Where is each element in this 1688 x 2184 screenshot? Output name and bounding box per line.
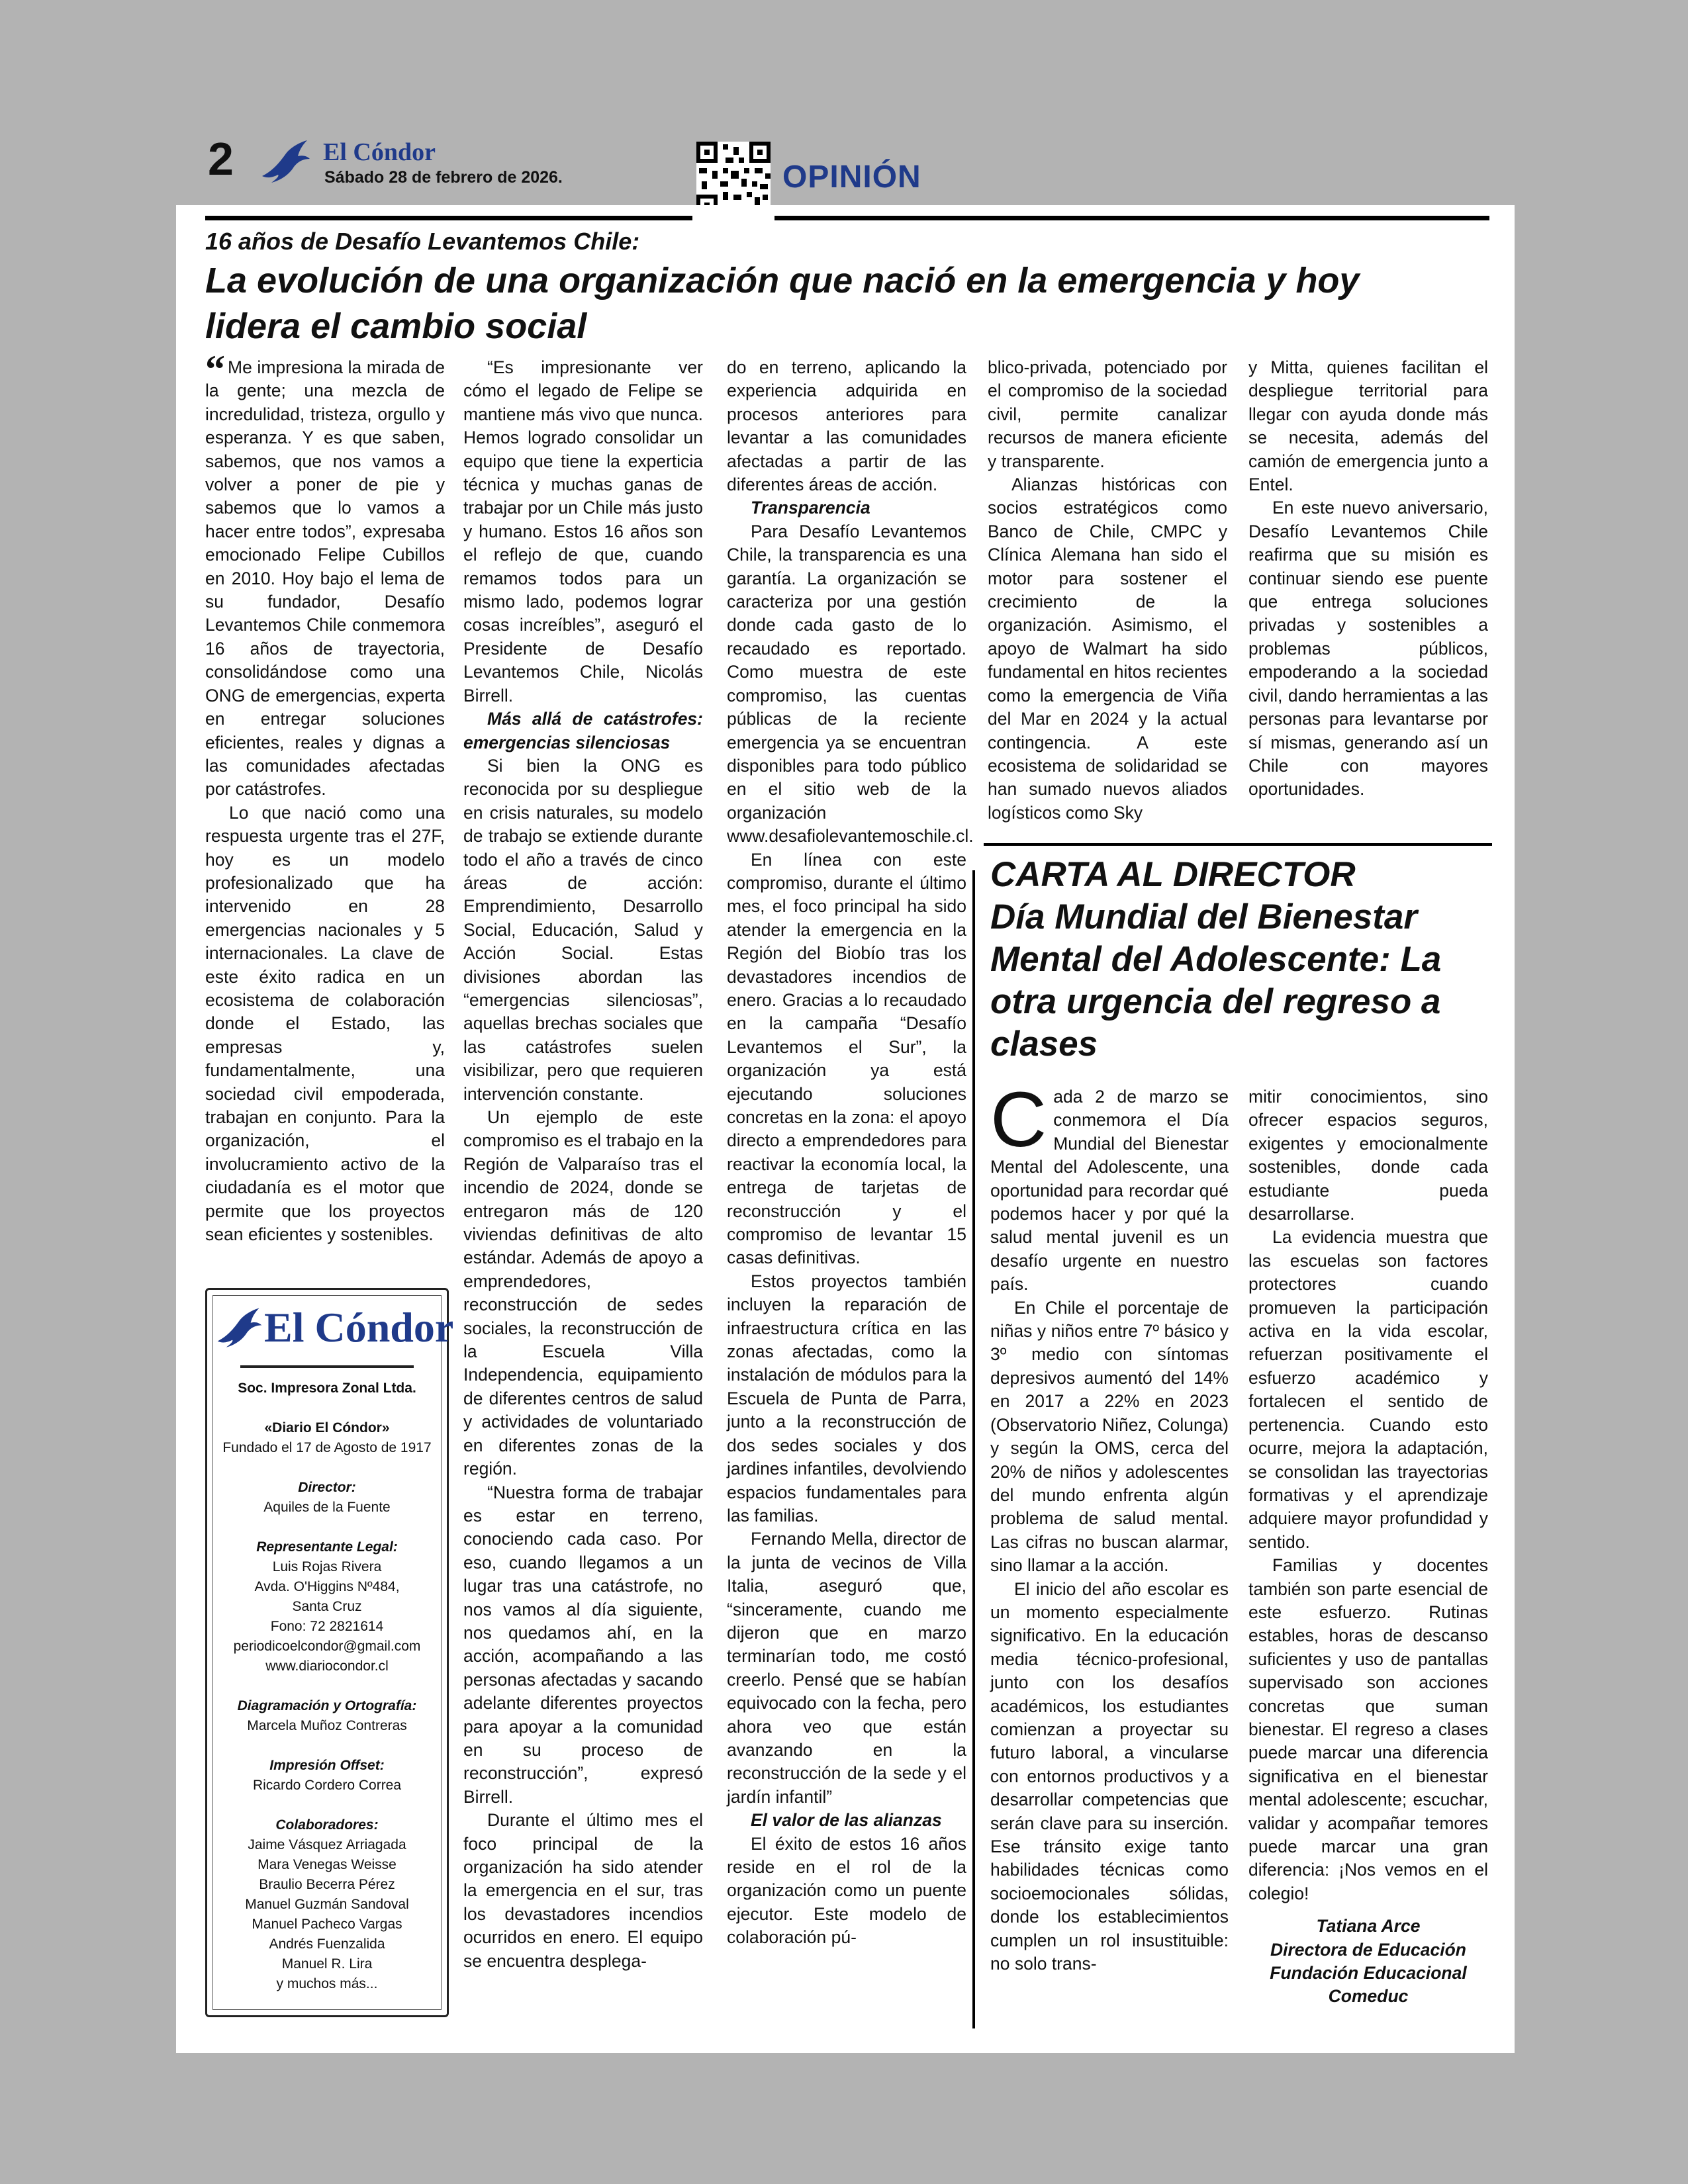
letter-signature — [1248, 1915, 1488, 2009]
collaborator: Mara Venegas Weisse — [258, 1857, 397, 1872]
subhead-transparencia: Transparencia — [751, 498, 870, 518]
director-name: Aquiles de la Fuente — [263, 1500, 391, 1515]
signature-org: Fundación Educacional — [1270, 1963, 1467, 1983]
paragraph: Me impresiona la mirada de la gente; una mezcla de incredulidad, tristeza, orgullo y esperanza. Y es que saben, sabemos, que nos vamos a volver a poner de pie y sabemos que lo vamos a hacer entre todos”, expresaba emocionado Felipe Cubillos en 2010. Hoy bajo el lema de su fundador, Desafío Levantemos Chile conmemora 16 años de trayectoria, consolidándose como una ONG de emergencias, experta en entregar soluciones eficientes, reales y dignas a las comunidades afectadas por catástrofes. — [205, 357, 445, 799]
page-sheet — [176, 205, 1515, 2053]
masthead-rule — [240, 1365, 414, 1368]
website-link[interactable]: www.diariocondor.cl — [265, 1659, 389, 1674]
article-column-4 — [988, 356, 1227, 825]
legal-line: Luis Rojas Rivera — [272, 1559, 382, 1574]
legal-line: Fono: 72 2821614 — [270, 1619, 384, 1634]
layout-label: Diagramación y Ortografía: — [237, 1698, 417, 1713]
paragraph: El éxito de estos 16 años reside en el rol de la organización como un puente ejecutor. Este modelo de colaboración pú- — [727, 1833, 966, 1948]
paragraph: “Es impresionante ver cómo el legado de Felipe se mantiene más vivo que nunca. Hemos logrado consolidar un equipo que tiene la experticia técnica y muchas ganas de trabajar por un Chile más justo y humano. Estos 16 años son el reflejo de que, cuando remamos todos para un mismo lado, podemos lograr cosas increíbles”, aseguró el Presidente de Desafío Levantemos Chile, Nicolás Birrell. — [463, 357, 703, 705]
paragraph: En línea con este compromiso, durante el último mes, el foco principal ha sido atender la emergencia en la Región del Biobío tras los devastadores incendios de enero. Gracias a lo recaudado en la campaña “Desafío Levantemos el Sur”, la organización ya está ejecutando soluciones concretas en la zona: el apoyo directo a emprendedores para reactivar la economía local, la entrega de tarjetas de reconstrucción y el compromiso de levantar 15 casas definitivas. — [727, 849, 966, 1268]
masthead-company: Soc. Impresora Zonal Ltda. — [238, 1381, 416, 1396]
newspaper-name: El Cóndor — [323, 138, 436, 166]
subhead-alianzas: El valor de las alianzas — [751, 1810, 942, 1831]
paragraph: ada 2 de marzo se conmemora el Día Mundial del Bienestar Mental del Adolescente, una oportunidad para recordar qué podemos hacer y por qué la salud mental juvenil es un desafío urgente en nuestro país. — [990, 1087, 1229, 1295]
legal-label: Representante Legal: — [256, 1539, 398, 1555]
paragraph: El inicio del año escolar es un momento especialmente significativo. En la educación media técnico-profesional, junto con los desafíos académicos, los estudiantes comienzan a proyectar su futuro laboral, a vincularse con entornos productivos y a desarrollar competencias que serán clave para su inserción. Ese tránsito exige tanto habilidades técnicas como socioemocionales sólidas, donde los establecimientos cumplen un rol insustituible: no solo trans- — [990, 1578, 1229, 1974]
paragraph: blico-privada, potenciado por el compromiso de la sociedad civil, permite canalizar recursos de manera eficiente y transparente. — [988, 357, 1227, 471]
paragraph: Si bien la ONG es reconocida por su despliegue en crisis naturales, su modelo de trabajo se extiende durante todo el año a través de cinco áreas de acción: Emprendimiento, Desarrollo Social, Educación, Salud y Acción Social. Estas divisiones abordan las “emergencias silenciosas”, aquellas brechas sociales que las catástrofes suelen visibilizar, pero que requieren intervención constante. — [463, 755, 703, 1104]
collaborator: Manuel Pacheco Vargas — [252, 1917, 402, 1932]
paragraph: Lo que nació como una respuesta urgente tras el 27F, hoy es un modelo profesionalizado que ha intervenido en 28 emergencias nacionales y 5 internacionales. La clave de este éxito radica en un ecosistema de colaboración donde el Estado, las empresas y, fundamentalmente, una sociedad civil empoderada, trabajan en conjunto. Para la organización, el involucramiento activo de la ciudadanía es el motor que permite que los proyectos sean eficientes y sostenibles. — [205, 802, 445, 1245]
masthead-box — [205, 1288, 454, 2017]
letter-heading — [990, 854, 1493, 1066]
article-column-5 — [1248, 356, 1488, 801]
article-column-1 — [205, 347, 445, 1246]
paragraph: Familias y docentes también son parte esencial de este esfuerzo. Rutinas estables, horas de descanso suficientes y uso de pantallas supervisado son acciones concretas que suman bienestar. El regreso a clases puede marcar una diferencia significativa en el bienestar mental adolescente; escuchar, validar y acompañar temores puede marcar una gran diferencia: ¡Nos vemos en el colegio! — [1248, 1555, 1488, 1903]
condor-icon — [259, 136, 312, 189]
paragraph: En este nuevo aniversario, Desafío Levantemos Chile reafirma que su misión es continuar siendo ese puente que entrega soluciones privadas y sostenibles a problemas públicos, empoderando a la sociedad civil, dando herramientas a las personas para levantarse por sí mismas, generando así un Chile con mayores oportunidades. — [1248, 498, 1488, 799]
letter-title: Día Mundial del Bienestar Mental del Adolescente: La otra urgencia del regreso a clases — [990, 897, 1442, 1064]
paragraph: Durante el último mes el foco principal de la organización ha sido atender la emergencia en el sur, tras los devastadores incendios ocurridos en enero. El equipo se encuentra desplega- — [463, 1810, 703, 1971]
legal-line: Avda. O'Higgins Nº484, — [254, 1579, 400, 1594]
article-column-3 — [727, 356, 974, 1950]
page-header — [205, 132, 1483, 217]
collaborators-label: Colaboradores: — [275, 1817, 379, 1833]
collaborator: y muchos más... — [276, 1976, 378, 1991]
page-number: 2 — [208, 133, 234, 185]
collaborator: Andrés Fuenzalida — [269, 1936, 385, 1952]
legal-line: Santa Cruz — [292, 1599, 362, 1614]
issue-date: Sábado 28 de febrero de 2026. — [324, 168, 563, 187]
signature-name: Tatiana Arce — [1316, 1916, 1421, 1936]
layout-name: Marcela Muñoz Contreras — [247, 1718, 407, 1733]
drop-cap: C — [990, 1076, 1047, 1163]
signature-org-name: Comeduc — [1328, 1986, 1409, 2007]
paragraph: y Mitta, quienes facilitan el despliegue territorial para llegar con ayuda donde más se necesita, además del camión de emergencia junto a Entel. — [1248, 357, 1488, 495]
collaborator: Manuel Guzmán Sandoval — [245, 1897, 409, 1912]
top-rule-left — [205, 216, 692, 220]
paragraph: Un ejemplo de este compromiso es el trabajo en la Región de Valparaíso tras el incendio de 2024, donde se entregaron más de 120 viviendas definitivas de alto estándar. Además de apoyo a emprendedores, reconstrucción de sedes sociales, la reconstrucción de la Escuela Villa Independencia, equipamiento de diferentes centros de salud y actividades de voluntariado en diferentes zonas de la región. — [463, 1107, 703, 1479]
section-divider — [984, 843, 1492, 846]
masthead-founded: Fundado el 17 de Agosto de 1917 — [222, 1440, 432, 1455]
signature-role: Directora de Educación — [1270, 1939, 1466, 1960]
paragraph: “Nuestra forma de trabajar es estar en terreno, conociendo cada caso. Por eso, cuando llegamos a un lugar tras una catástrofe, no nos vamos al día siguiente, nos quedamos ahí, en la acción, acompañando a las personas afectadas y sacando adelante diferentes proyectos para apoyar a la comunidad en su proceso de reconstrucción”, expresó Birrell. — [463, 1482, 703, 1807]
subhead-emergencias: Más allá de catástrofes: emergencias silenciosas — [463, 709, 703, 752]
letter-column-2 — [1248, 1085, 1488, 2009]
collaborator: Jaime Vásquez Arriagada — [248, 1837, 406, 1852]
letter-column-1 — [990, 1076, 1229, 1976]
paragraph: Alianzas históricas con socios estratégicos como Banco de Chile, CMPC y Clínica Alemana han sido el motor para sostener el crecimiento de la organización. Asimismo, el apoyo de Walmart ha sido fundamental en hitos recientes como la emergencia de Viña del Mar en 2024 y la actual contingencia. A este ecosistema de solidaridad se han sumado nuevos aliados logísticos como Sky — [988, 475, 1227, 823]
quote-mark-icon: “ — [205, 347, 225, 391]
column-divider — [972, 870, 975, 2028]
paragraph: Para Desafío Levantemos Chile, la transparencia es una garantía. La organización se caracteriza por una gestión donde cada gasto de lo recaudado es reportado. Como muestra de este compromiso, las cuentas públicas de la reciente emergencia ya se encuentran disponibles para todo público en el sitio web de la organización www.desafiolevantemoschile.cl. — [727, 521, 974, 846]
print-label: Impresión Offset: — [269, 1758, 385, 1773]
masthead-name: El Cóndor — [264, 1304, 454, 1351]
paragraph: do en terreno, aplicando la experiencia adquirida en procesos anteriores para levantar a las comunidades afectadas a partir de las diferentes áreas de acción. — [727, 357, 966, 495]
print-name: Ricardo Cordero Correa — [252, 1778, 402, 1793]
masthead-diario: «Diario El Cóndor» — [264, 1420, 390, 1435]
masthead-credits — [207, 1379, 447, 1994]
section-label: OPINIÓN — [782, 159, 921, 195]
paragraph: Estos proyectos también incluyen la reparación de infraestructura crítica en las zonas afectadas, como la instalación de módulos para la Escuela de Punta de Parra, junto a la reconstrucción de dos sedes sociales y dos jardines infantiles, devolviendo espacios fundamentales para las familias. — [727, 1271, 966, 1525]
top-rule-right — [774, 216, 1489, 220]
article-headline: La evolución de una organización que nació en la emergencia y hoy lidera el cambio social — [205, 261, 1360, 346]
condor-icon — [214, 1304, 265, 1353]
paragraph: En Chile el porcentaje de niñas y niños entre 7º básico y 3º medio con síntomas depresivos aumentó del 14% en 2017 a 22% en 2023 (Observatorio Niñez, Colunga) y según la OMS, cerca del 20% de niños y adolescentes del mundo enfrenta algún problema de salud mental. Las cifras no buscan alarmar, sino llamar a la acción. — [990, 1297, 1229, 1576]
paragraph: Fernando Mella, director de la junta de vecinos de Villa Italia, aseguró que, “sinceramente, cuando me dijeron que en marzo terminarían todo, me costó creerlo. Pensé que se habían equivocado con la fecha, pero ahora veo que están avanzando en la reconstrucción de la sede y el jardín infantil” — [727, 1529, 966, 1807]
director-label: Director: — [298, 1480, 356, 1495]
contact-email[interactable]: periodicoelcondor@gmail.com — [233, 1639, 421, 1654]
article-kicker: 16 años de Desafío Levantemos Chile: — [205, 228, 640, 255]
letter-section-label: CARTA AL DIRECTOR — [990, 855, 1356, 894]
collaborator: Braulio Becerra Pérez — [259, 1877, 395, 1892]
article-column-2 — [463, 356, 703, 1973]
paragraph: mitir conocimientos, sino ofrecer espacios seguros, exigentes y emocionalmente sostenibles, donde cada estudiante pueda desarrollarse. — [1248, 1087, 1488, 1224]
paragraph: La evidencia muestra que las escuelas son factores protectores cuando promueven la participación activa en la vida escolar, refuerzan positivamente el esfuerzo académico y fortalecen el sentido de pertenencia. Cuando esto ocurre, mejora la adaptación, se consolidan las trayectorias formativas y el aprendizaje adquiere mayor profundidad y sentido. — [1248, 1227, 1488, 1552]
collaborator: Manuel R. Lira — [281, 1956, 373, 1972]
